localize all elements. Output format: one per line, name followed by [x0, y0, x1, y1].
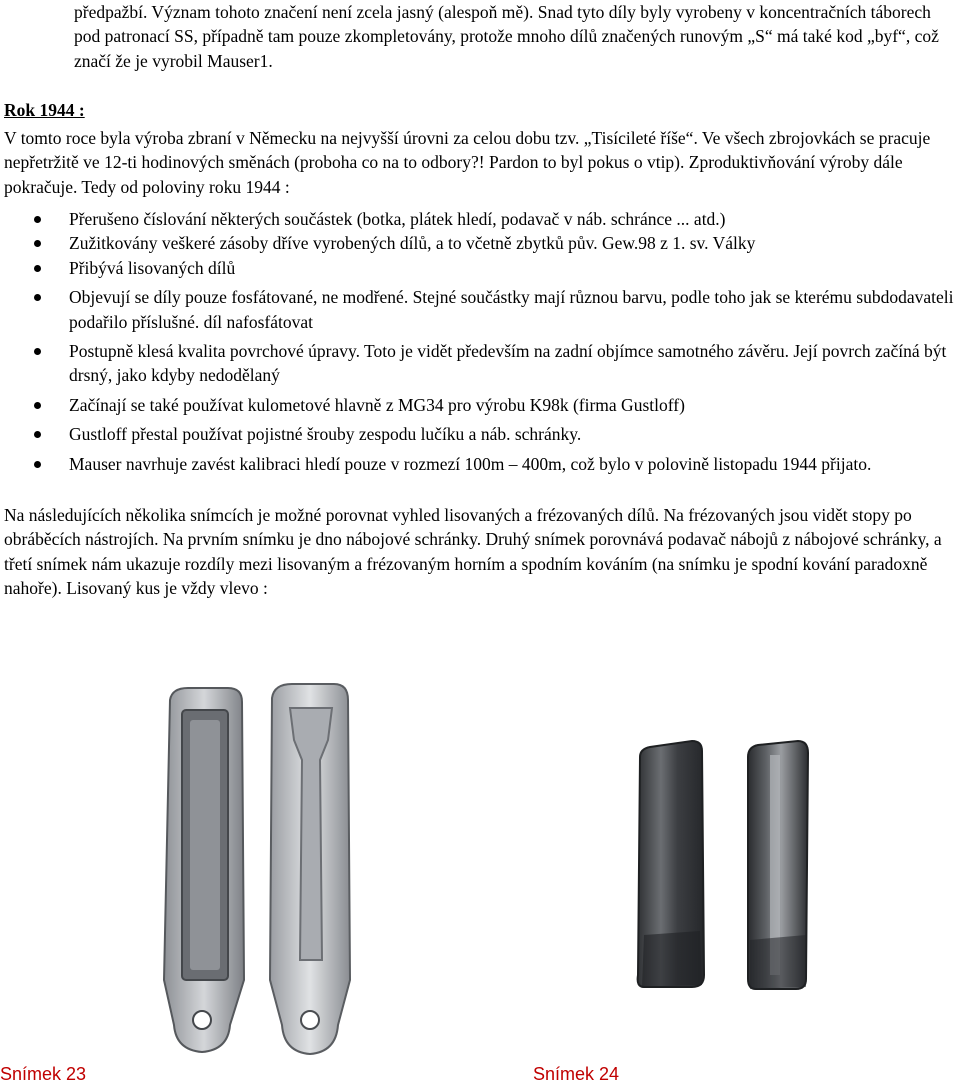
caption-snimek-23: Snímek 23 [0, 1064, 87, 1084]
section-heading: Rok 1944 : [4, 100, 85, 120]
list-item: Přerušeno číslování některých součástek (botka, plátek hledí, podavač v náb. schránce ... atd.) [0, 207, 956, 231]
photo-magazine-followers [630, 735, 820, 995]
bullet-icon [34, 216, 41, 223]
list-item: Zužitkovány veškeré zásoby dříve vyrobených dílů, a to včetně zbytků pův. Gew.98 z 1. sv. Války [0, 231, 956, 255]
milled-floorplate [270, 684, 350, 1054]
caption-snimek-24: Snímek 24 [533, 1064, 620, 1084]
list-item: Objevují se díly pouze fosfátované, ne modřené. Stejné součástky mají různou barvu, podle toho jak se kterému subdodavateli podařilo příslušné. díl nafosfátovat [0, 285, 956, 334]
list-item: Začínají se také používat kulometové hlavně z MG34 pro výrobu K98k (firma Gustloff) [0, 393, 956, 417]
bullet-icon [34, 294, 41, 301]
pressed-floorplate [164, 688, 244, 1052]
photo-magazine-floorplates [150, 680, 370, 1060]
list-item: Přibývá lisovaných dílů [0, 256, 956, 280]
bullet-icon [34, 402, 41, 409]
list-item: Mauser navrhuje zavést kalibraci hledí pouze v rozmezí 100m – 400m, což bylo v polovině listopadu 1944 přijato. [0, 452, 956, 476]
comparison-paragraph: Na následujících několika snímcích je možné porovnat vyhled lisovaných a frézovaných dílů. Na frézovaných jsou vidět stopy po obráběcích nástrojích. Na prvním snímku je dno nábojové schránky. Druhý snímek porovnává podavač nábojů z nábojové schránky, a třetí snímek nám ukazuje rozdíly mezi lisovaným a frézovaným horním a spodním kováním (na snímku je spodní kování paradoxně nahoře). Lisovaný kus je vždy vlevo : [4, 505, 942, 599]
bullet-icon [34, 240, 41, 247]
pressed-follower [638, 741, 704, 987]
changes-list [0, 207, 956, 476]
bullet-icon [34, 348, 41, 355]
list-item: Postupně klesá kvalita povrchové úpravy. Toto je vidět především na zadní objímce samotného závěru. Její povrch začíná být drsný, jako kdyby nedodělaný [0, 339, 956, 388]
bullet-icon [34, 431, 41, 438]
year-1944-paragraph: V tomto roce byla výroba zbraní v Německu na nejvyšší úrovni za celou dobu tzv. „Tisícileté říše“. Ve všech zbrojovkách se pracuje nepřetržitě ve 12-ti hodinových směnách (proboha co na to odbory?! Pardon to byl pokus o vtip). Zproduktivňování výroby dále pokračuje. Tedy od poloviny roku 1944 : [4, 128, 931, 197]
milled-follower [748, 741, 808, 989]
intro-paragraph: předpažbí. Význam tohoto značení není zcela jasný (alespoň mě). Snad tyto díly byly vyrobeny v koncentračních táborech pod patronací SS, případně tam pouze zkompletovány, protože mnoho dílů značených runovým „S“ má také kod „byf“, což značí že je vyrobil Mauser1. [74, 2, 939, 71]
list-item: Gustloff přestal používat pojistné šrouby zespodu lučíku a náb. schránky. [0, 422, 956, 446]
bullet-icon [34, 265, 41, 272]
bullet-icon [34, 461, 41, 468]
